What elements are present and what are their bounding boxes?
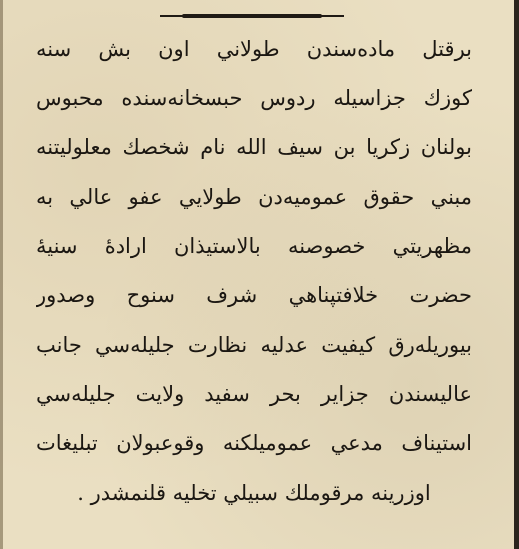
article-line-8: عاليسندن جزاير بحر سفيد ولايت جليله‌سي — [36, 382, 472, 406]
article-line-2: كوزك جزاسيله ردوس حبسخانه‌سنده محبوس — [36, 86, 472, 110]
article-body — [36, 34, 472, 529]
paper-right-edge — [514, 0, 519, 549]
article-line-5: مظهريتي خصوصنه بالاستيذان ارادهٔ سنيهٔ — [36, 234, 472, 258]
article-line-7: بيوريله‌رق كيفيت عدليه نظارت جليله‌سي جانب — [36, 333, 472, 357]
paper-left-edge — [0, 0, 3, 549]
article-line-1: برقتل ماده‌سندن طولاني اون بش سنه — [36, 37, 472, 61]
article-line-6: حضرت خلافتپناهي شرف سنوح وصدور — [36, 283, 472, 307]
article-line-10: اوزرينه مرقوملك سبيلي تخليه قلنمشدر . — [77, 481, 431, 505]
article-line-4: مبني حقوق عموميه‌دن طولايي عفو عالي به — [36, 185, 472, 209]
article-line-3: بولنان زكريا بن سيف الله نام شخصك معلوليتنه — [36, 135, 472, 159]
top-divider-rule — [182, 14, 322, 18]
article-line-9: استيناف مدعي عموميلكنه وقوعبولان تبليغات — [36, 431, 472, 455]
